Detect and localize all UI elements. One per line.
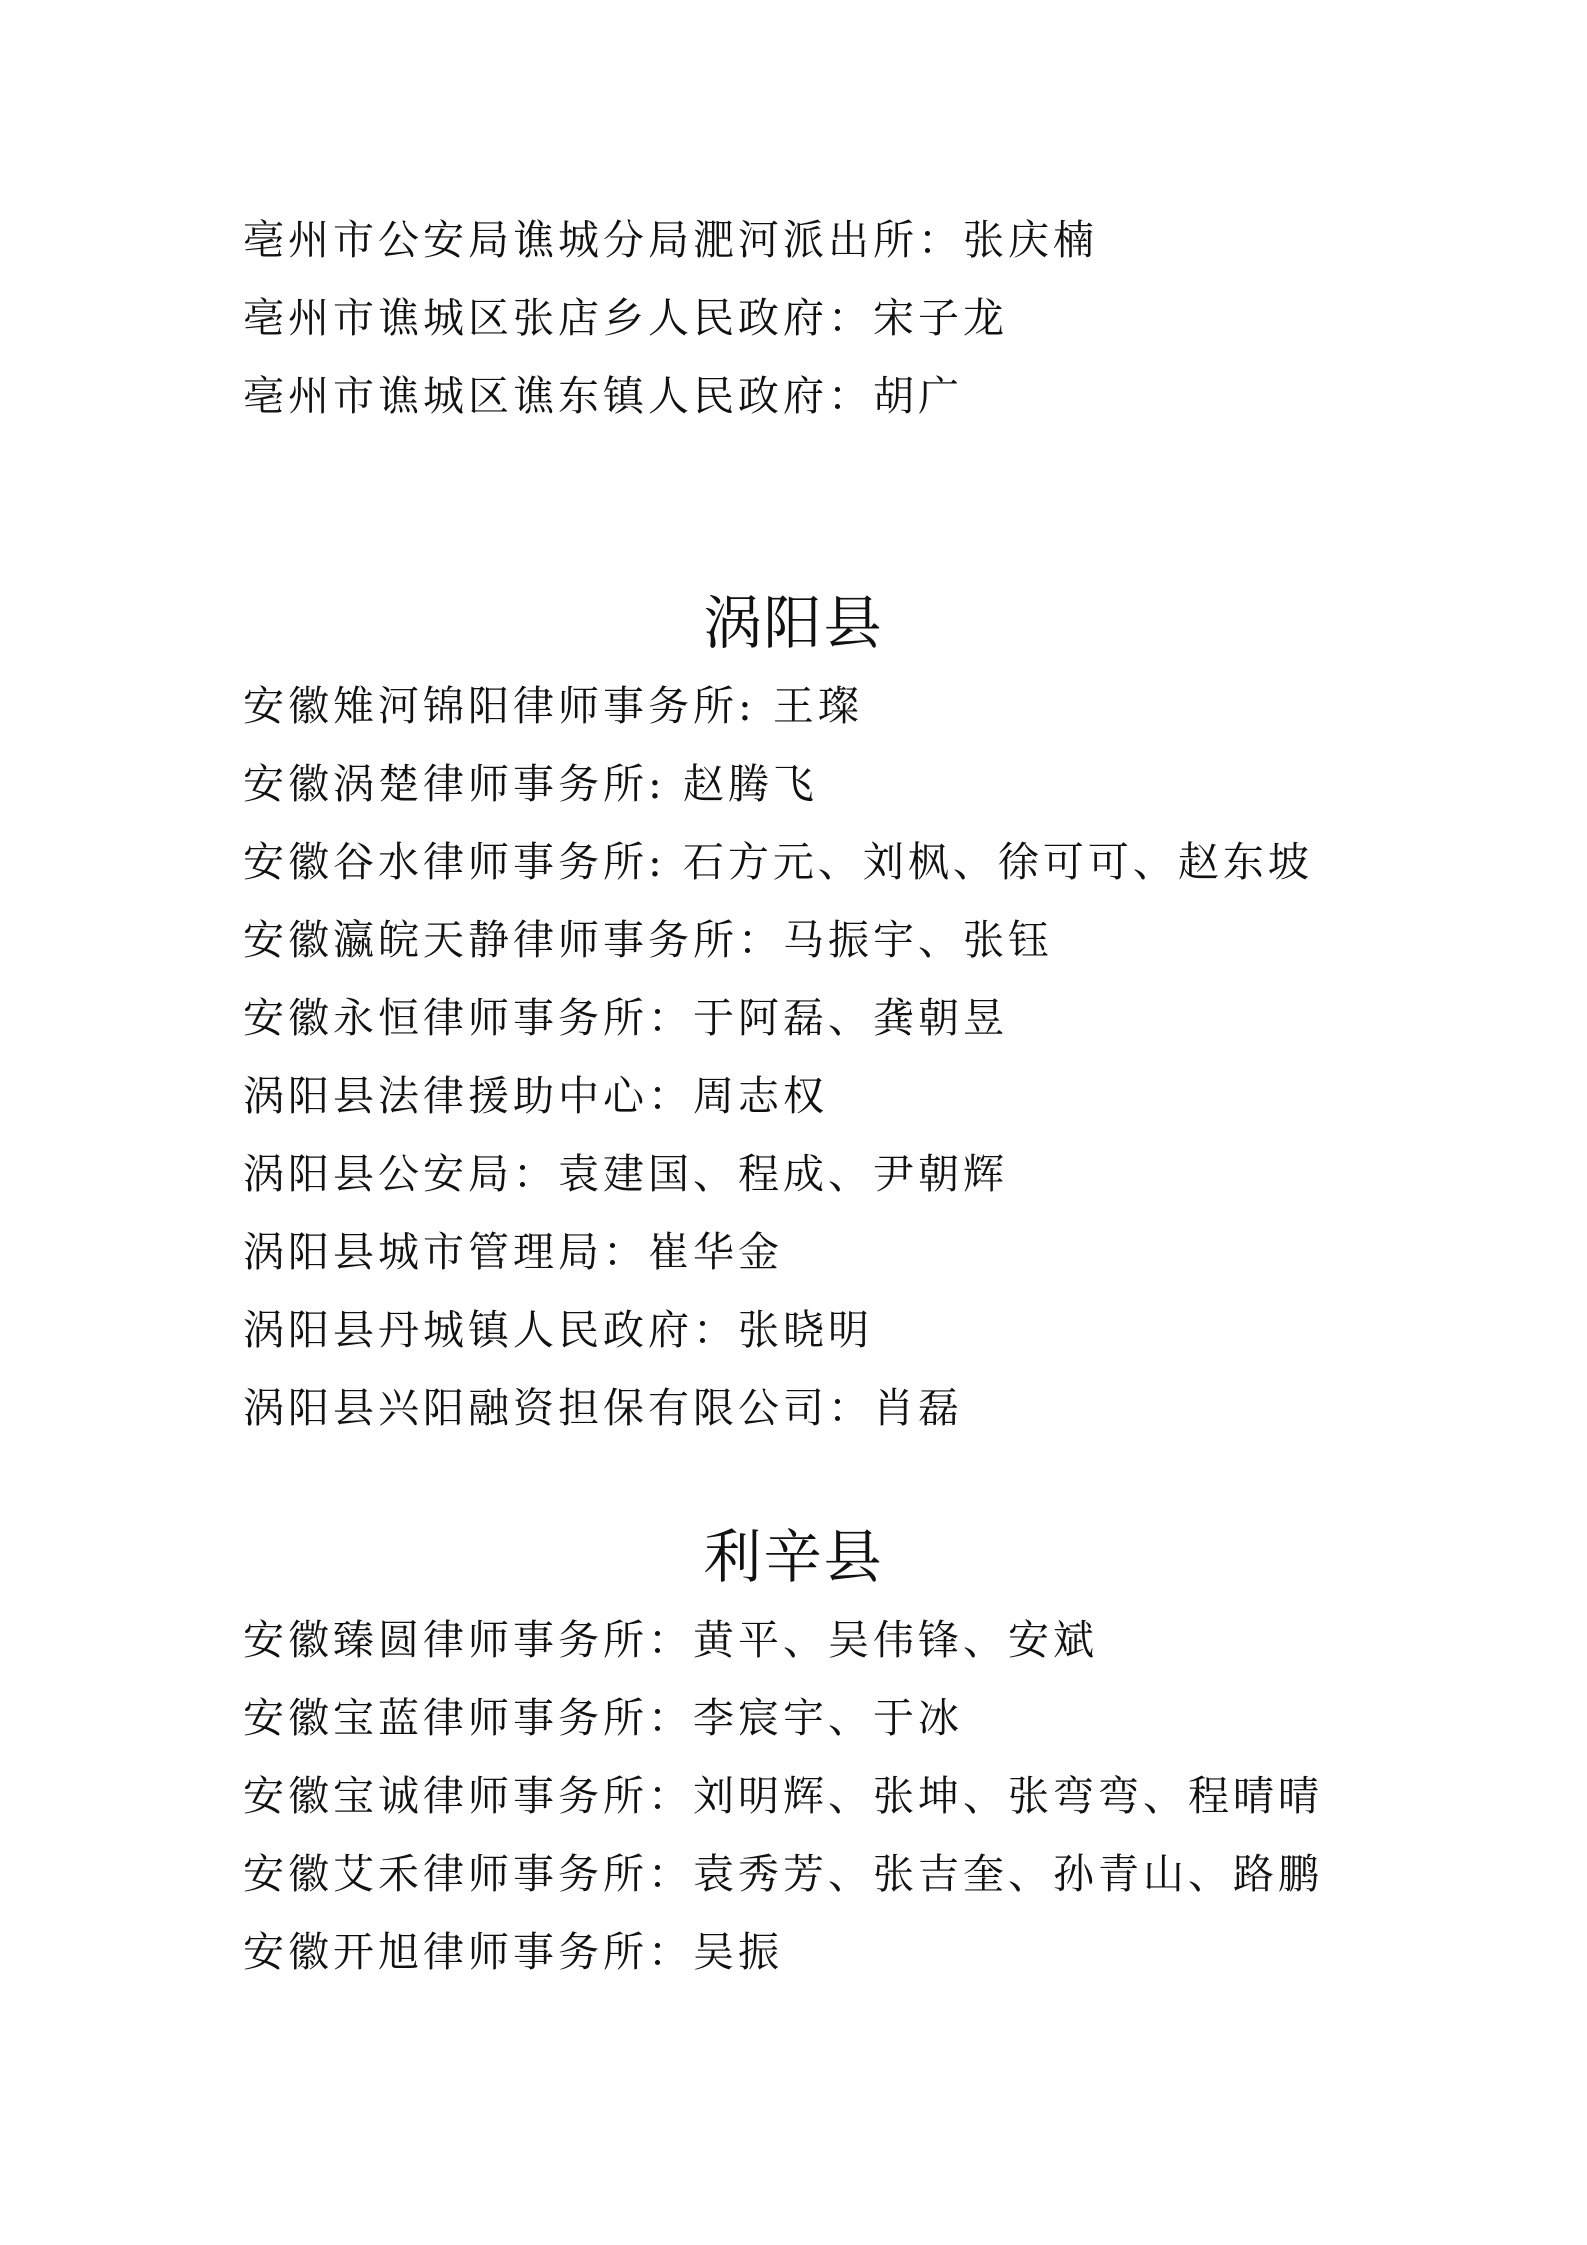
list-item: 安徽艾禾律师事务所：袁秀芳、张吉奎、孙青山、路鹏 — [243, 1850, 1323, 1898]
list-item: 安徽雉河锦阳律师事务所: 王璨 — [243, 682, 863, 730]
list-item: 安徽瀛皖天静律师事务所：马振宇、张钰 — [243, 916, 1053, 964]
list-item: 亳州市谯城区谯东镇人民政府：胡广 — [243, 372, 963, 420]
list-item: 亳州市谯城区张店乡人民政府：宋子龙 — [243, 294, 1008, 342]
list-item: 涡阳县法律援助中心：周志权 — [243, 1072, 828, 1120]
list-item: 安徽永恒律师事务所：于阿磊、龚朝昱 — [243, 994, 1008, 1042]
list-item: 涡阳县城市管理局：崔华金 — [243, 1228, 783, 1276]
list-item: 安徽宝蓝律师事务所：李宸宇、于冰 — [243, 1694, 963, 1742]
list-item: 安徽谷水律师事务所: 石方元、刘枫、徐可可、赵东坡 — [243, 838, 1313, 886]
list-item: 涡阳县兴阳融资担保有限公司：肖磊 — [243, 1384, 963, 1432]
list-item: 涡阳县丹城镇人民政府：张晓明 — [243, 1306, 873, 1354]
section-title-guoyang: 涡阳县 — [703, 589, 884, 657]
list-item: 涡阳县公安局：袁建国、程成、尹朝辉 — [243, 1150, 1008, 1198]
section-title-lixin: 利辛县 — [703, 1523, 884, 1591]
list-item: 安徽宝诚律师事务所：刘明辉、张坤、张弯弯、程晴晴 — [243, 1772, 1323, 1820]
list-item: 亳州市公安局谯城分局淝河派出所：张庆楠 — [243, 216, 1098, 264]
list-item: 安徽涡楚律师事务所: 赵腾飞 — [243, 760, 818, 808]
list-item: 安徽开旭律师事务所：吴振 — [243, 1928, 783, 1976]
list-item: 安徽臻圆律师事务所：黄平、吴伟锋、安斌 — [243, 1616, 1098, 1664]
